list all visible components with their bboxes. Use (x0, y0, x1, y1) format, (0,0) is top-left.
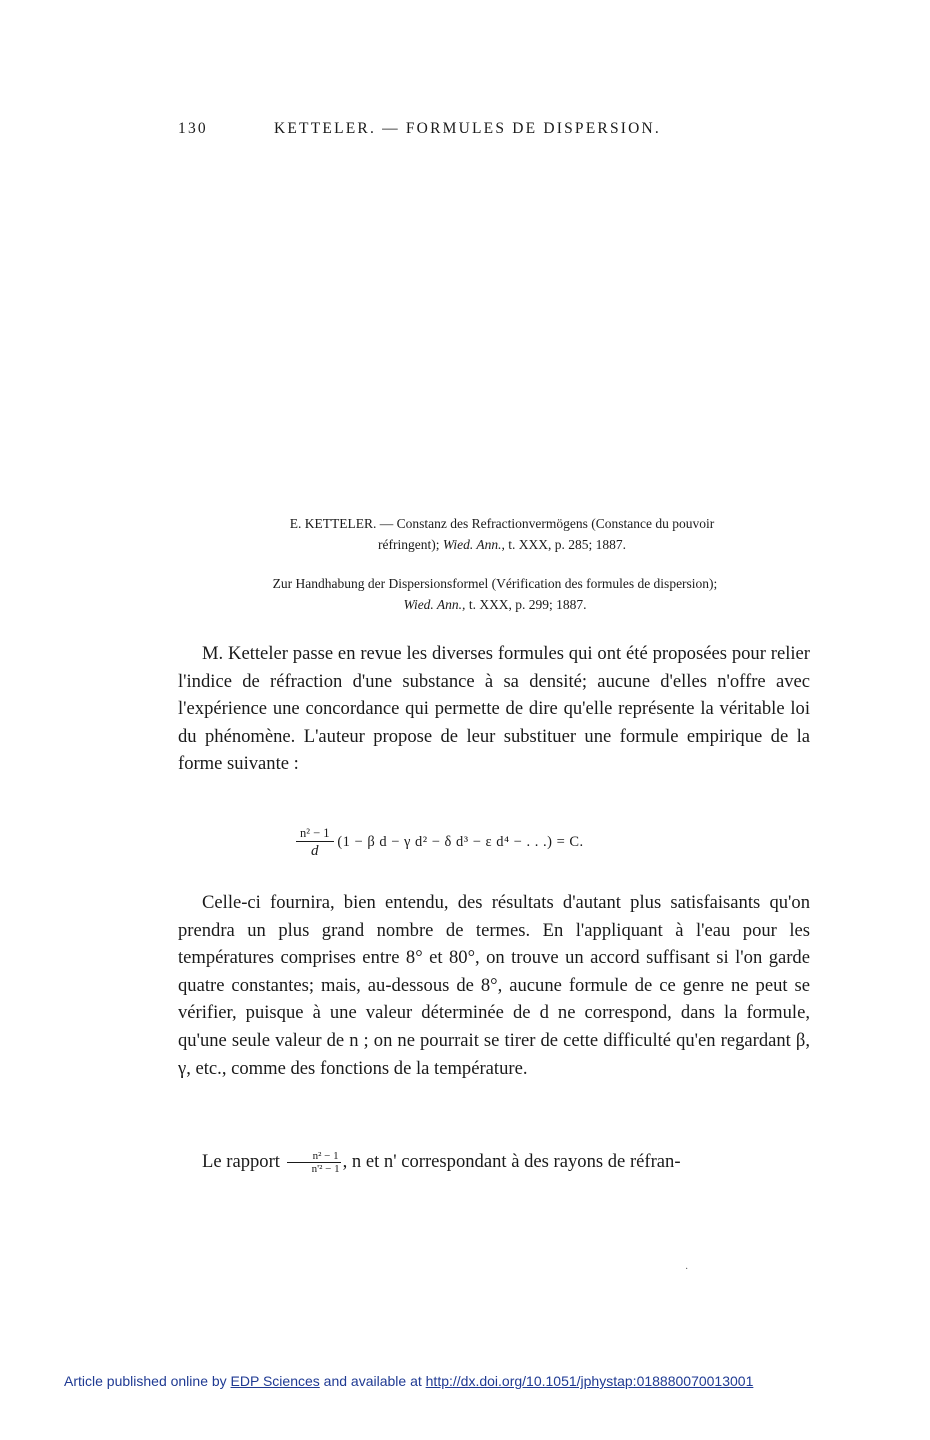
reference-1-line2: réfringent); Wied. Ann., t. XXX, p. 285; 1887. (378, 537, 626, 552)
paragraph-3: Le rapport $\frac{\text{n² − 1}}{\text{n'² − 1}}$ , n et n' correspondant à des rayons de réfran- (202, 1150, 681, 1176)
reference-1-line1: E. KETTELER. — Constanz des Refractionvermögens (Constance du pouvoir (289, 516, 715, 531)
formula-body: (1 − β d − γ d² − δ d³ − ε d⁴ − . . .) = C. (337, 834, 584, 850)
ratio-fraction: $\frac{\text{n² − 1}}{\text{n'² − 1}}$ (287, 1150, 341, 1175)
reference-2-line1: Zur Handhabung der Dispersionsformel (Vérification des formules de dispersion); (272, 576, 718, 591)
journal-name: Wied. Ann., (442, 537, 505, 552)
journal-name: Wied. Ann., (403, 597, 466, 612)
page-header (178, 120, 738, 144)
publication-footer: Article published online by EDP Sciences and available at http://dx.doi.org/10.1051/jphystap:018880070013001 (64, 1373, 754, 1389)
paragraph-1: M. Ketteler passe en revue les diverses formules qui ont été proposées pour relier l'indice de réfraction d'une substance à sa densité; aucune d'elles n'offre avec l'expérience une concordance qui permette de dire qu'elle représente la véritable loi du phénomène. L'auteur propose de leur substituer une formule empirique de la forme suivante : (178, 643, 810, 775)
formula-denominator: d (311, 843, 319, 859)
print-speck: · (685, 1264, 689, 1275)
page-number: 130 (178, 120, 208, 137)
reference-2 (175, 573, 815, 615)
dispersion-formula (296, 825, 696, 869)
doi-link[interactable]: http://dx.doi.org/10.1051/jphystap:018880070013001 (425, 1373, 754, 1389)
reference-1 (192, 513, 812, 555)
paragraph-2: Celle-ci fournira, bien entendu, des résultats d'autant plus satisfaisants qu'on prendra un plus grand nombre de termes. En l'appliquant à l'eau pour les températures comprises entre 8° et 80°, on trouve un accord suffisant si l'on garde quatre constantes; mais, au-dessous de 8°, aucune formule de ce genre ne peut se vérifier, puisque à une valeur déterminée de d ne correspond, dans la formule, qu'une seule valeur de n ; on ne pourrait se tirer de cette difficulté qu'en regardant β, γ, etc., comme des fonctions de la température. (178, 892, 810, 1079)
formula-fraction (296, 825, 334, 860)
reference-2-line2: Wied. Ann., t. XXX, p. 299; 1887. (403, 597, 587, 612)
formula-numerator: n² − 1 (296, 825, 334, 842)
edp-sciences-link[interactable]: EDP Sciences (230, 1373, 320, 1389)
running-title: KETTELER. — FORMULES DE DISPERSION. (274, 120, 662, 137)
